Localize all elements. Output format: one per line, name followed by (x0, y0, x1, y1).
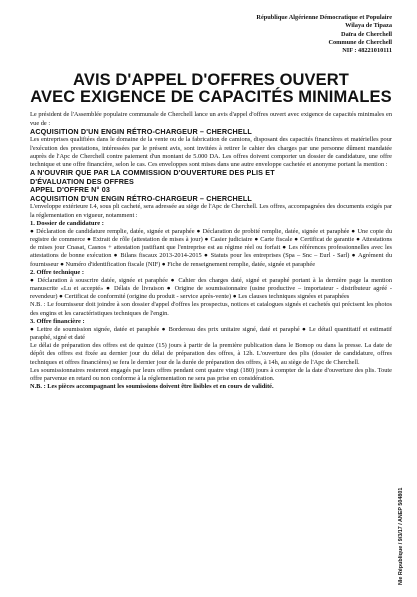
eligibility-paragraph: Les entreprises qualifiées dans le domaine de la vente ou de la fabrication de camions, disposant des capacités financières et matérielles pour l'exécution des prestations, intéressées par le présent avis, sont invitées à retirer le cahier des charges par une personne dûment mandatée auprès de l'Apc de Cherchell contre paiement d'un montant de 5.000 DA. Les offres doivent comporter un dossier de candidature, une offre technique et une offre financière, selon le cas. Ces enveloppes sont mises dans une autre enveloppe cachetée et anonyme portant la mention : (30, 136, 392, 168)
intro-paragraph: Le président de l'Assemblée populaire communale de Cherchell lance un avis d'appel d'offres ouvert avec exigence de capacités minimales en vue de : (30, 111, 392, 127)
section-financial-title: 3. Offre financière : (30, 317, 85, 325)
notice-title (30, 72, 392, 106)
tender-object: ACQUISITION D'UN ENGIN RÉTRO-CHARGEUR – CHERCHELL (30, 193, 252, 203)
envelope-paragraph: L'enveloppe extérieure I.4, sous pli cacheté, sera adressée au siège de l'Apc de Cherchell. Les offres, accompagnées des documents exigés par la réglementation en vigueur, notamment : (30, 203, 392, 219)
issuer-line: Commune de Cherchell (328, 38, 392, 46)
issuer-line: Wilaya de Tipaza (345, 22, 392, 30)
technical-note: N.B. : Le fournisseur doit joindre à son dossier d'appel d'offres les prospectus, notices et catalogues signés et cachetés qui précisent les photos des engins et les caractéristiques techniques de l'engin. (30, 301, 392, 317)
final-note: N.B. : Les pièces accompagnant les soumissions doivent être lisibles et en cours de validité. (30, 382, 274, 390)
issuer-line: NIF : 48221010111 (342, 47, 392, 55)
validity-paragraph: Les soumissionnaires resteront engagés par leurs offres pendant cent quatre vingt (180) jours à compter de la date d'ouverture des plis. Toute offre parvenue en retard ou non conforme à la réglementation ne sera pas prise en considération. (30, 366, 392, 382)
deadline-paragraph: Le délai de préparation des offres est de quinze (15) jours à partir de la première publication dans le Bomop ou dans la presse. La date de dépôt des offres est fixée au dernier jour du délai de préparation des offres, à 12h. L'ouverture des plis (dossier de candidature, offres techniques et offres financières) se fera le dernier jour de la durée de préparation des offres, à 14h, au siège de l'Apc de Cherchell. (30, 342, 392, 366)
issuer-line: Daïra de Cherchell (341, 30, 392, 38)
issuer-block (30, 14, 392, 55)
envelope-mention-line: D'ÉVALUATION DES OFFRES (30, 176, 134, 186)
publication-reference: Nle République / 9/3/17 / ANEP 504801 (398, 487, 404, 585)
section-candidature-title: 1. Dossier de candidature : (30, 219, 104, 227)
acquisition-heading: ACQUISITION D'UN ENGIN RÉTRO-CHARGEUR – CHERCHELL (30, 126, 252, 136)
notice (30, 14, 392, 391)
envelope-mention-line: A N'OUVRIR QUE PAR LA COMMISSION D'OUVERTURE DES PLIS ET (30, 168, 275, 178)
issuer-line: République Algérienne Démocratique et Populaire (256, 14, 392, 21)
section-candidature-body: ● Déclaration de candidature remplie, datée, signée et paraphée ● Déclaration de probité remplie, datée, signée et paraphée ● Une copie du registre de commerce ● Extrait de rôle (attestation de mises à jour) ● Casier judiciaire ● Carte fiscale ● Certificat de garantie ● Attestations de mises jour Cnasat, Casnos + attestation justifiant que l'entreprise est au régime réel ou forfait ● Les références professionnelles avec les attestations de bonne exécution ● Bilans fiscaux 2013-2014-2015 ● Statuts pour les entreprises (Spa – Snc – Eurl - Sarl) ● Agrément du fournisseur ● Numéro d'identification fiscale (NIF) ● Fiche de renseignement remplie, datée, signée et paraphée (30, 227, 392, 268)
section-technical-title: 2. Offre technique : (30, 268, 85, 276)
title-line-1: AVIS D'APPEL D'OFFRES OUVERT (73, 71, 349, 90)
section-technical-body: ● Déclaration à souscrire datée, signée et paraphée ● Cahier des charges daté, signé et paraphé portant à la dernière page la mention manuscrite «Lu et accepté» ● Délais de livraison ● Origine de soumissionnaire (usine productive – importateur - distributeur agréé - revendeur) ● Certificat de conformité (origine du produit - service après-vente) ● Les clauses techniques signées et paraphées (30, 276, 392, 301)
title-line-2: AVEC EXIGENCE DE CAPACITÉS MINIMALES (30, 88, 392, 107)
section-financial-body: ● Lettre de soumission signée, datée et paraphée ● Bordereau des prix unitaire signé, daté et paraphé ● Le détail quantitatif et estimatif paraphé, signé et daté (30, 325, 392, 342)
tender-number: APPEL D'OFFRE N° 03 (30, 185, 110, 195)
